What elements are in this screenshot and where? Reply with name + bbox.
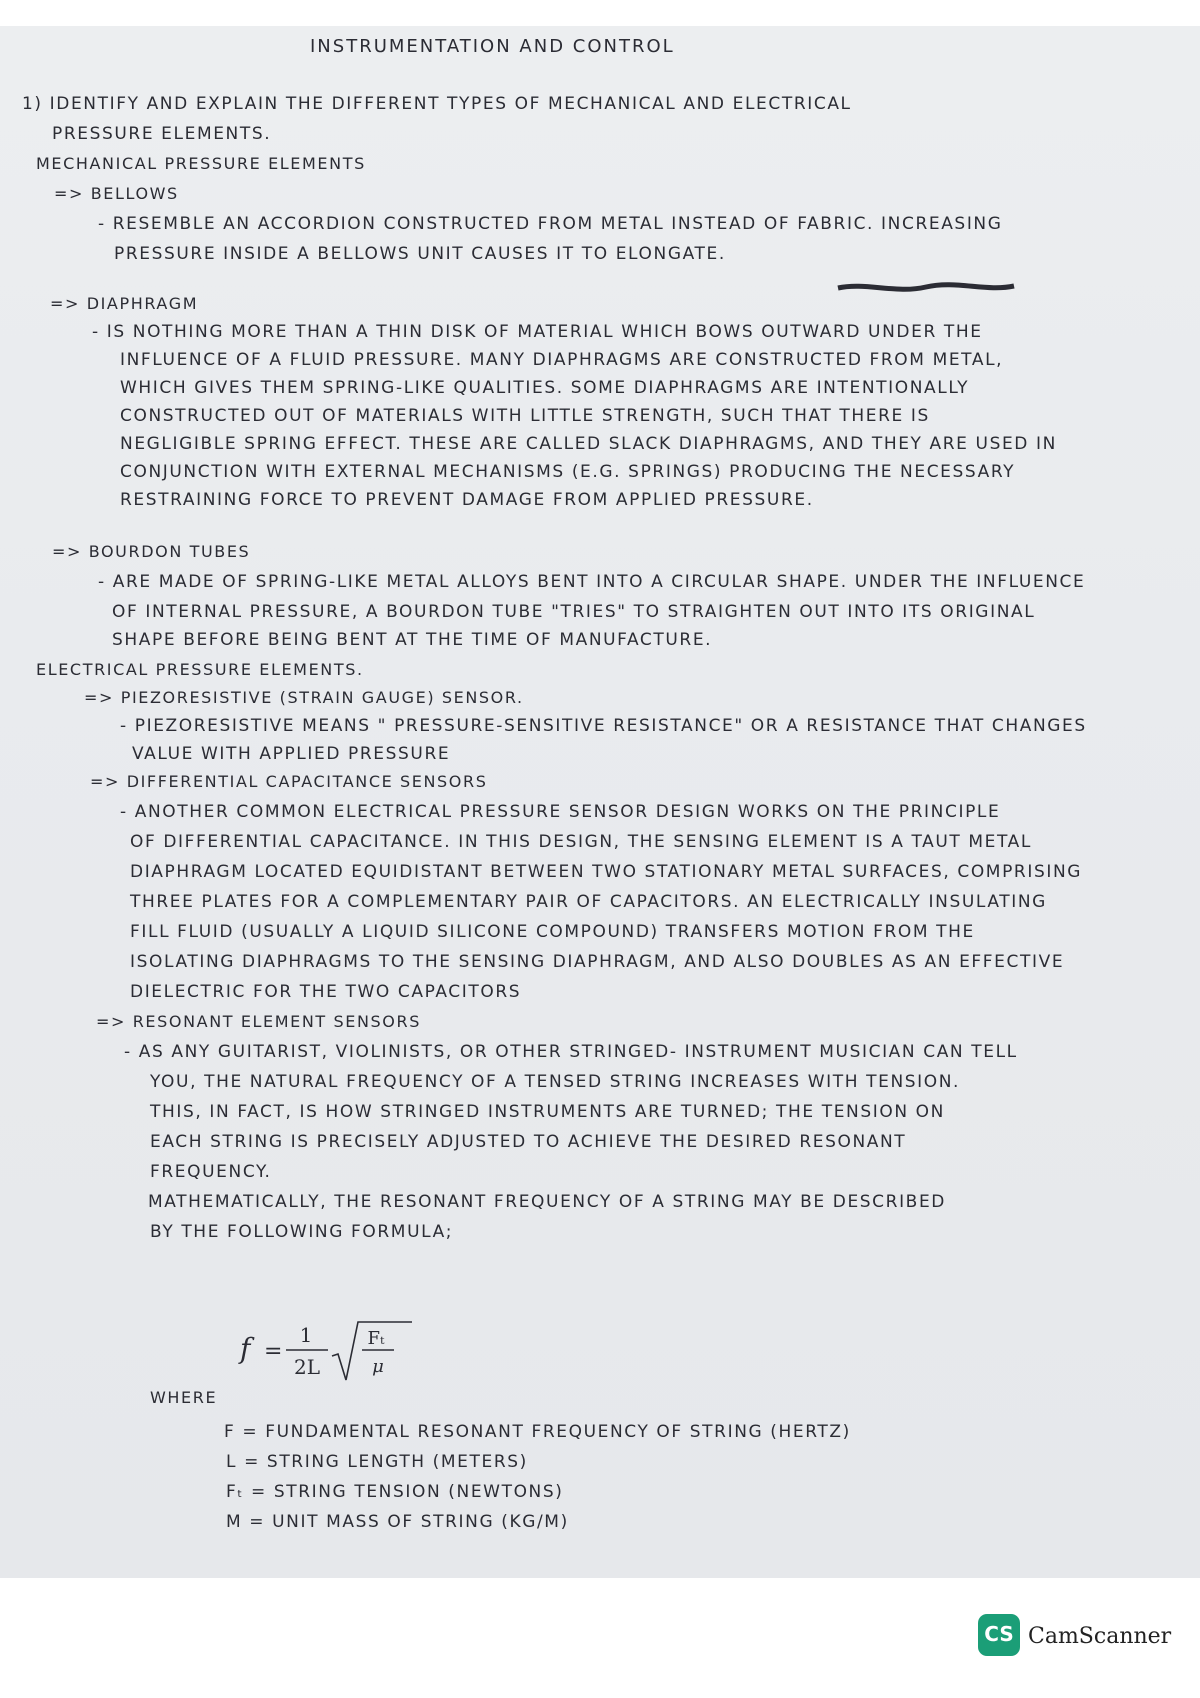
- question-line-1: 1) IDENTIFY AND EXPLAIN THE DIFFERENT TYPES OF MECHANICAL AND ELECTRICAL: [22, 94, 852, 114]
- camscanner-watermark: [978, 1610, 1178, 1662]
- formula-f: f: [240, 1332, 251, 1365]
- capacitance-line-7: DIELECTRIC FOR THE TWO CAPACITORS: [130, 982, 522, 1002]
- bourdon-line-2: OF INTERNAL PRESSURE, A BOURDON TUBE "TRIES" TO STRAIGHTEN OUT INTO ITS ORIGINAL: [112, 602, 1036, 622]
- diaphragm-line-1: - IS NOTHING MORE THAN A THIN DISK OF MATERIAL WHICH BOWS OUTWARD UNDER THE: [92, 322, 983, 342]
- mechanical-heading: MECHANICAL PRESSURE ELEMENTS: [36, 154, 366, 173]
- piezo-line-1: - PIEZORESISTIVE MEANS " PRESSURE-SENSITIVE RESISTANCE" OR A RESISTANCE THAT CHANGES: [120, 716, 1087, 736]
- bourdon-title: => BOURDON TUBES: [52, 542, 251, 561]
- formula-radicand-denominator: μ: [372, 1356, 384, 1377]
- capacitance-title: => DIFFERENTIAL CAPACITANCE SENSORS: [90, 772, 488, 791]
- resonant-title: => RESONANT ELEMENT SENSORS: [96, 1012, 421, 1031]
- resonant-line-4: EACH STRING IS PRECISELY ADJUSTED TO ACHIEVE THE DESIRED RESONANT: [150, 1132, 907, 1152]
- capacitance-line-1: - ANOTHER COMMON ELECTRICAL PRESSURE SENSOR DESIGN WORKS ON THE PRINCIPLE: [120, 802, 1001, 822]
- definition-m: M = UNIT MASS OF STRING (KG/M): [226, 1512, 569, 1532]
- definition-f: F = FUNDAMENTAL RESONANT FREQUENCY OF STRING (HERTZ): [224, 1422, 851, 1442]
- scanned-page: [0, 26, 1200, 1578]
- bourdon-line-1: - ARE MADE OF SPRING-LIKE METAL ALLOYS BENT INTO A CIRCULAR SHAPE. UNDER THE INFLUENCE: [98, 572, 1086, 592]
- resonant-line-6: MATHEMATICALLY, THE RESONANT FREQUENCY OF A STRING MAY BE DESCRIBED: [148, 1192, 946, 1212]
- diaphragm-line-3: WHICH GIVES THEM SPRING-LIKE QUALITIES. SOME DIAPHRAGMS ARE INTENTIONALLY: [120, 378, 970, 398]
- diaphragm-line-2: INFLUENCE OF A FLUID PRESSURE. MANY DIAPHRAGMS ARE CONSTRUCTED FROM METAL,: [120, 350, 1004, 370]
- diaphragm-line-6: CONJUNCTION WITH EXTERNAL MECHANISMS (E.G. SPRINGS) PRODUCING THE NECESSARY: [120, 462, 1016, 482]
- resonant-line-1: - AS ANY GUITARIST, VIOLINISTS, OR OTHER STRINGED- INSTRUMENT MUSICIAN CAN TELL: [124, 1042, 1018, 1062]
- piezo-title: => PIEZORESISTIVE (STRAIN GAUGE) SENSOR.: [84, 688, 524, 707]
- bourdon-line-3: SHAPE BEFORE BEING BENT AT THE TIME OF MANUFACTURE.: [112, 630, 713, 650]
- question-line-2: PRESSURE ELEMENTS.: [52, 124, 272, 144]
- formula-denominator: 2L: [293, 1355, 321, 1379]
- camscanner-logo-icon: CS: [978, 1614, 1020, 1656]
- formula-numerator: 1: [299, 1323, 313, 1347]
- resonant-line-5: FREQUENCY.: [150, 1162, 272, 1182]
- diaphragm-line-5: NEGLIGIBLE SPRING EFFECT. THESE ARE CALLED SLACK DIAPHRAGMS, AND THEY ARE USED IN: [120, 434, 1057, 454]
- where-label: WHERE: [150, 1388, 218, 1407]
- capacitance-line-4: THREE PLATES FOR A COMPLEMENTARY PAIR OF CAPACITORS. AN ELECTRICALLY INSULATING: [130, 892, 1047, 912]
- camscanner-brand: CamScanner: [1028, 1624, 1172, 1649]
- capacitance-line-3: DIAPHRAGM LOCATED EQUIDISTANT BETWEEN TWO STATIONARY METAL SURFACES, COMPRISING: [130, 862, 1083, 882]
- capacitance-line-6: ISOLATING DIAPHRAGMS TO THE SENSING DIAPHRAGM, AND ALSO DOUBLES AS AN EFFECTIVE: [130, 952, 1065, 972]
- resonant-line-3: THIS, IN FACT, IS HOW STRINGED INSTRUMENTS ARE TURNED; THE TENSION ON: [150, 1102, 945, 1122]
- diaphragm-title: => DIAPHRAGM: [50, 294, 199, 313]
- definition-ft: Fₜ = STRING TENSION (NEWTONS): [226, 1482, 564, 1502]
- scribble-strikeout: [836, 282, 1016, 294]
- formula-radicand-numerator: Fₜ: [367, 1328, 385, 1349]
- capacitance-line-2: OF DIFFERENTIAL CAPACITANCE. IN THIS DESIGN, THE SENSING ELEMENT IS A TAUT METAL: [130, 832, 1032, 852]
- definition-l: L = STRING LENGTH (METERS): [226, 1452, 528, 1472]
- resonant-line-2: YOU, THE NATURAL FREQUENCY OF A TENSED STRING INCREASES WITH TENSION.: [150, 1072, 961, 1092]
- resonant-frequency-formula: [234, 1318, 434, 1388]
- bellows-line-2: PRESSURE INSIDE A BELLOWS UNIT CAUSES IT TO ELONGATE.: [114, 244, 726, 264]
- formula-equals: =: [264, 1339, 283, 1364]
- piezo-line-2: VALUE WITH APPLIED PRESSURE: [132, 744, 451, 764]
- resonant-line-7: BY THE FOLLOWING FORMULA;: [150, 1222, 454, 1242]
- page-title: INSTRUMENTATION AND CONTROL: [310, 36, 675, 57]
- bellows-line-1: - RESEMBLE AN ACCORDION CONSTRUCTED FROM METAL INSTEAD OF FABRIC. INCREASING: [98, 214, 1003, 234]
- electrical-heading: ELECTRICAL PRESSURE ELEMENTS.: [36, 660, 364, 679]
- capacitance-line-5: FILL FLUID (USUALLY A LIQUID SILICONE COMPOUND) TRANSFERS MOTION FROM THE: [130, 922, 975, 942]
- bellows-title: => BELLOWS: [54, 184, 179, 203]
- diaphragm-line-7: RESTRAINING FORCE TO PREVENT DAMAGE FROM APPLIED PRESSURE.: [120, 490, 814, 510]
- diaphragm-line-4: CONSTRUCTED OUT OF MATERIALS WITH LITTLE STRENGTH, SUCH THAT THERE IS: [120, 406, 930, 426]
